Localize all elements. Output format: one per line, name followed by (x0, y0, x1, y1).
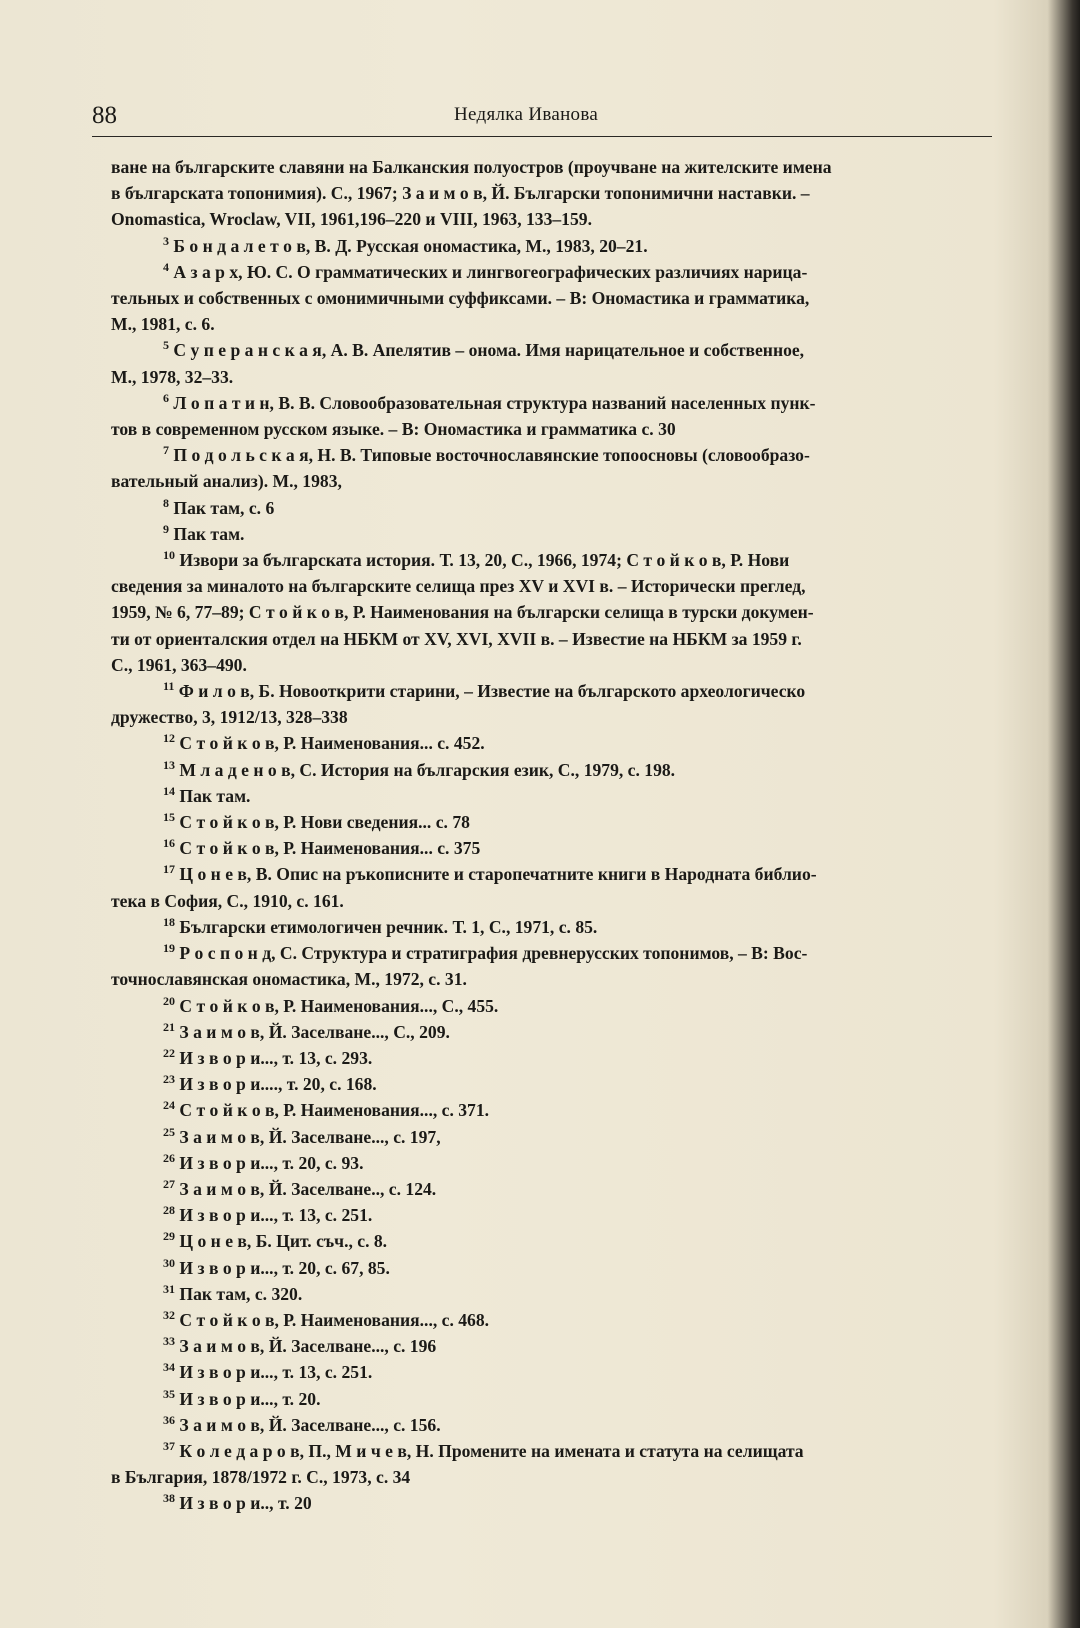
footnote-line: Ц о н е в, Б. Цит. съч., с. 8. (179, 1231, 388, 1252)
footnote-number: 36 (163, 1412, 175, 1427)
footnote-number: 37 (163, 1439, 175, 1454)
footnote-line: Пак там. (173, 523, 245, 544)
footnote (111, 1150, 1003, 1176)
footnote (111, 914, 1003, 940)
footnote-number: 31 (163, 1281, 175, 1296)
footnote-number: 14 (163, 784, 175, 799)
footnote (111, 678, 1003, 730)
running-title: Недялка Иванова (454, 104, 599, 125)
footnote-number: 8 (163, 495, 169, 510)
footnote (111, 1071, 1003, 1097)
intro-paragraph (111, 154, 1003, 233)
footnote-line: дружество, 3, 1912/13, 328–338 (111, 707, 348, 728)
footnote-line: точнославянская ономастика, М., 1972, с. 31. (111, 969, 467, 990)
footnote-line: И з в о р и.., т. 20 (179, 1493, 312, 1514)
footnote (111, 861, 1003, 913)
footnote (111, 1386, 1003, 1412)
footnote-number: 9 (163, 521, 169, 536)
footnote (111, 1124, 1003, 1150)
footnote-line: Пак там, с. 320. (179, 1283, 303, 1304)
footnote (111, 495, 1003, 521)
footnote-line: Български етимологичен речник. Т. 1, С., 1971, с. 85. (179, 916, 598, 937)
footnote (111, 1019, 1003, 1045)
footnote-line: С т о й к о в, Р. Наименования... с. 452. (179, 733, 485, 754)
footnote-number: 10 (163, 548, 175, 563)
footnote (111, 337, 1003, 389)
intro-line: в българската топонимия). С., 1967; З а и м о в, Й. Български топонимични наставки. – (111, 183, 810, 204)
footnote-line: С т о й к о в, Р. Наименования... с. 375 (179, 838, 481, 859)
footnote-line: И з в о р и...., т. 20, с. 168. (179, 1074, 377, 1095)
footnote (111, 940, 1003, 992)
footnotes-block (111, 154, 1003, 1517)
footnote (111, 730, 1003, 756)
footnote-line: М., 1981, с. 6. (111, 314, 215, 335)
footnote-line: И з в о р и..., т. 13, с. 293. (179, 1047, 373, 1068)
footnote (111, 783, 1003, 809)
footnote-line: Ц о н е в, В. Опис на ръкописните и старопечатните книги в Народната библио- (179, 864, 817, 885)
footnote-number: 16 (163, 836, 175, 851)
footnote (111, 390, 1003, 442)
footnote-number: 22 (163, 1046, 175, 1061)
footnote-number: 27 (163, 1177, 175, 1192)
footnote-number: 11 (163, 679, 175, 694)
footnote-number: 23 (163, 1072, 175, 1087)
footnote (111, 233, 1003, 259)
footnote-number: 26 (163, 1150, 175, 1165)
footnote-line: тов в современном русском языке. – В: Ономастика и грамматика с. 30 (111, 419, 676, 440)
footnote-number: 21 (163, 1019, 175, 1034)
footnote (111, 757, 1003, 783)
footnote-line: 1959, № 6, 77–89; С т о й к о в, Р. Наименования на български селища в турски докумен- (111, 602, 814, 623)
footnote (111, 547, 1003, 678)
footnote-line: И з в о р и..., т. 20. (179, 1388, 321, 1409)
footnote (111, 1438, 1003, 1490)
footnote-line: С., 1961, 363–490. (111, 654, 247, 675)
footnote (111, 835, 1003, 861)
footnote-number: 20 (163, 993, 175, 1008)
footnote-line: К о л е д а р о в, П., М и ч е в, Н. Промените на имената и статута на селищата (179, 1440, 804, 1461)
footnote-line: З а и м о в, Й. Заселване.., с. 124. (179, 1178, 437, 1199)
footnote-line: Л о п а т и н, В. В. Словообразовательная структура названий населенных пунк- (173, 392, 816, 413)
footnote-line: Извори за българската история. Т. 13, 20, С., 1966, 1974; С т о й к о в, Р. Нови (179, 550, 790, 571)
footnote (111, 1202, 1003, 1228)
footnote-line: С у п е р а н с к а я, А. В. Апелятив – онома. Имя нарицательное и собственное, (173, 340, 805, 361)
footnote-line: М л а д е н о в, С. История на българския език, С., 1979, с. 198. (179, 759, 676, 780)
footnote-line: в България, 1878/1972 г. С., 1973, с. 34 (111, 1467, 411, 1488)
footnote-line: З а и м о в, Й. Заселване..., с. 156. (179, 1414, 441, 1435)
footnote-number: 28 (163, 1203, 175, 1218)
footnote-line: ти от ориенталския отдел на НБКМ от XV, XVI, XVII в. – Известие на НБКМ за 1959 г. (111, 628, 802, 649)
intro-line: Onomastica, Wroclaw, VII, 1961,196–220 и VIII, 1963, 133–159. (111, 209, 592, 230)
footnote (111, 1333, 1003, 1359)
footnote-line: С т о й к о в, Р. Наименования..., с. 468. (179, 1309, 490, 1330)
footnote-number: 15 (163, 810, 175, 825)
footnote-number: 5 (163, 338, 169, 353)
footnote-line: С т о й к о в, Р. Нови сведения... с. 78 (179, 812, 470, 833)
footnote (111, 521, 1003, 547)
footnote-line: З а и м о в, Й. Заселване..., с. 196 (179, 1336, 437, 1357)
footnote-line: Ф и л о в, Б. Новооткрити старини, – Известие на българското археологическо (178, 681, 806, 702)
footnote (111, 442, 1003, 494)
footnote (111, 809, 1003, 835)
footnote-line: И з в о р и..., т. 13, с. 251. (179, 1362, 373, 1383)
page-header (92, 100, 992, 137)
footnote (111, 1490, 1003, 1516)
footnote-line: С т о й к о в, Р. Наименования..., с. 371. (179, 1100, 490, 1121)
footnote (111, 1045, 1003, 1071)
footnote-line: вательный анализ). М., 1983, (111, 471, 342, 492)
footnote-number: 18 (163, 915, 175, 930)
footnote (111, 1097, 1003, 1123)
footnote-number: 3 (163, 233, 169, 248)
footnote-number: 30 (163, 1255, 175, 1270)
footnote-number: 13 (163, 757, 175, 772)
footnote-line: П о д о л ь с к а я, Н. В. Типовые восточнославянские топоосновы (словообразо- (173, 445, 810, 466)
footnote-line: Пак там, с. 6 (173, 497, 275, 518)
footnote-line: З а и м о в, Й. Заселване..., С., 209. (179, 1021, 450, 1042)
footnote-line: сведения за миналото на българските селища през XV и XVI в. – Исторически преглед, (111, 576, 806, 597)
footnote (111, 1412, 1003, 1438)
footnote (111, 1307, 1003, 1333)
footnote-line: тельных и собственных с омонимичными суффиксами. – В: Ономастика и грамматика, (111, 288, 810, 309)
footnote-line: И з в о р и..., т. 13, с. 251. (179, 1205, 373, 1226)
footnote-number: 6 (163, 390, 169, 405)
footnote (111, 993, 1003, 1019)
footnote-line: С т о й к о в, Р. Наименования..., С., 455. (179, 995, 499, 1016)
footnote-line: И з в о р и..., т. 20, с. 67, 85. (179, 1257, 390, 1278)
footnote-number: 24 (163, 1098, 175, 1113)
footnote-line: З а и м о в, Й. Заселване..., с. 197, (179, 1126, 441, 1147)
footnote-line: И з в о р и..., т. 20, с. 93. (179, 1152, 364, 1173)
intro-line: ване на българските славяни на Балканския полуостров (проучване на жителските имена (111, 157, 832, 177)
footnote (111, 1255, 1003, 1281)
footnote-number: 7 (163, 443, 169, 458)
footnote (111, 1228, 1003, 1254)
page-number: 88 (92, 102, 117, 129)
footnote-number: 33 (163, 1334, 175, 1349)
footnote-number: 34 (163, 1360, 175, 1375)
footnote-line: Р о с п о н д, С. Структура и стратиграфия древнерусских топонимов, – В: Вос- (179, 943, 808, 964)
footnote-number: 12 (163, 731, 175, 746)
footnote-number: 29 (163, 1229, 175, 1244)
footnote-number: 19 (163, 941, 175, 956)
footnote-number: 38 (163, 1491, 175, 1506)
footnote-line: Пак там. (179, 785, 251, 806)
footnote (111, 1176, 1003, 1202)
footnote-number: 32 (163, 1308, 175, 1323)
footnote-line: М., 1978, 32–33. (111, 366, 234, 387)
footnote-line: Б о н д а л е т о в, В. Д. Русская ономастика, М., 1983, 20–21. (173, 235, 648, 256)
footnote (111, 259, 1003, 338)
footnote-number: 35 (163, 1386, 175, 1401)
footnote (111, 1359, 1003, 1385)
footnote-number: 4 (163, 259, 169, 274)
footnote-line: А з а р х, Ю. С. О грамматических и лингвогеографических различиях нарица- (173, 261, 808, 282)
footnote-number: 17 (163, 862, 175, 877)
footnote (111, 1281, 1003, 1307)
footnote-number: 25 (163, 1124, 175, 1139)
footnote-line: тека в София, С., 1910, с. 161. (111, 890, 344, 911)
